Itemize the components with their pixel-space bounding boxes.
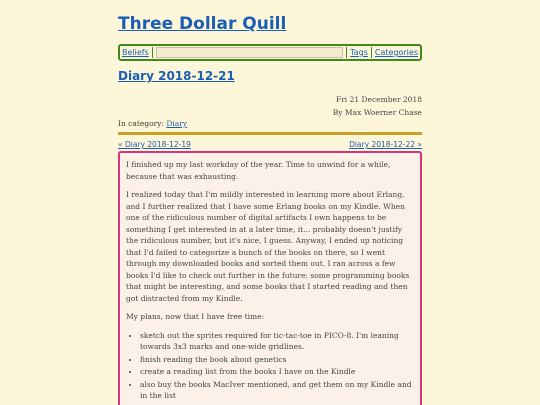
list-item: • sketch out the sprites required for tic-tac-toe in PICO-8. I'm leaning towards 3x3 marks and one-wide gridlines. bbox=[140, 330, 414, 353]
list-item: • also buy the books MacIver mentioned, and get them on my Kindle and in the list bbox=[140, 379, 414, 402]
paragraph: I realized today that I'm mildly interested in learning more about Erlang, and I further realized that I have some Erlang books on my Kindle. When one of the ridiculous number of digital artifacts I own happens to be something I get interested in at a later time, it... probably doesn't justify the ridiculous number, but it's nice, I guess. Anyway, I ended up noticing that I'd failed to categorize a bunch of the books on there, so I went through my downloaded books and sorted them out. I ran across a few books I'd like to check out further in the future: some programming books that might be interesting, and some books that I started reading and then got distracted from my Kindle. bbox=[126, 190, 410, 303]
nav-beliefs-link[interactable]: Beliefs bbox=[122, 48, 149, 57]
nav-separator bbox=[371, 47, 372, 58]
list-item: • finish reading the book about genetics bbox=[140, 354, 414, 366]
plans-list bbox=[140, 330, 414, 402]
list-item: • create a reading list from the books I have on the Kindle bbox=[140, 366, 414, 378]
category-prefix: In category: bbox=[118, 119, 164, 128]
nav-categories-link[interactable]: Categories bbox=[374, 48, 418, 57]
site-title-link[interactable]: Three Dollar Quill bbox=[118, 14, 287, 34]
post-category bbox=[118, 119, 187, 128]
divider bbox=[118, 132, 422, 135]
post-author: By Max Woerner Chase bbox=[332, 108, 422, 117]
post-content bbox=[118, 151, 422, 405]
nav-separator bbox=[346, 47, 347, 58]
post-title-link[interactable]: Diary 2018-12-21 bbox=[118, 69, 235, 83]
category-link[interactable]: Diary bbox=[166, 119, 188, 128]
nav-tags-link[interactable]: Tags bbox=[350, 48, 368, 57]
nav-search-input[interactable] bbox=[156, 47, 343, 58]
paragraph: My plans, now that I have free time: bbox=[126, 312, 265, 321]
prev-post-link[interactable]: « Diary 2018-12-19 bbox=[118, 140, 191, 149]
paragraph: I finished up my last workday of the year. Time to unwind for a while, because that was exhausting. bbox=[126, 160, 391, 181]
nav-separator bbox=[152, 47, 153, 58]
next-post-link[interactable]: Diary 2018-12-22 » bbox=[349, 140, 422, 149]
navbar bbox=[118, 44, 422, 61]
post-date: Fri 21 December 2018 bbox=[336, 95, 422, 104]
